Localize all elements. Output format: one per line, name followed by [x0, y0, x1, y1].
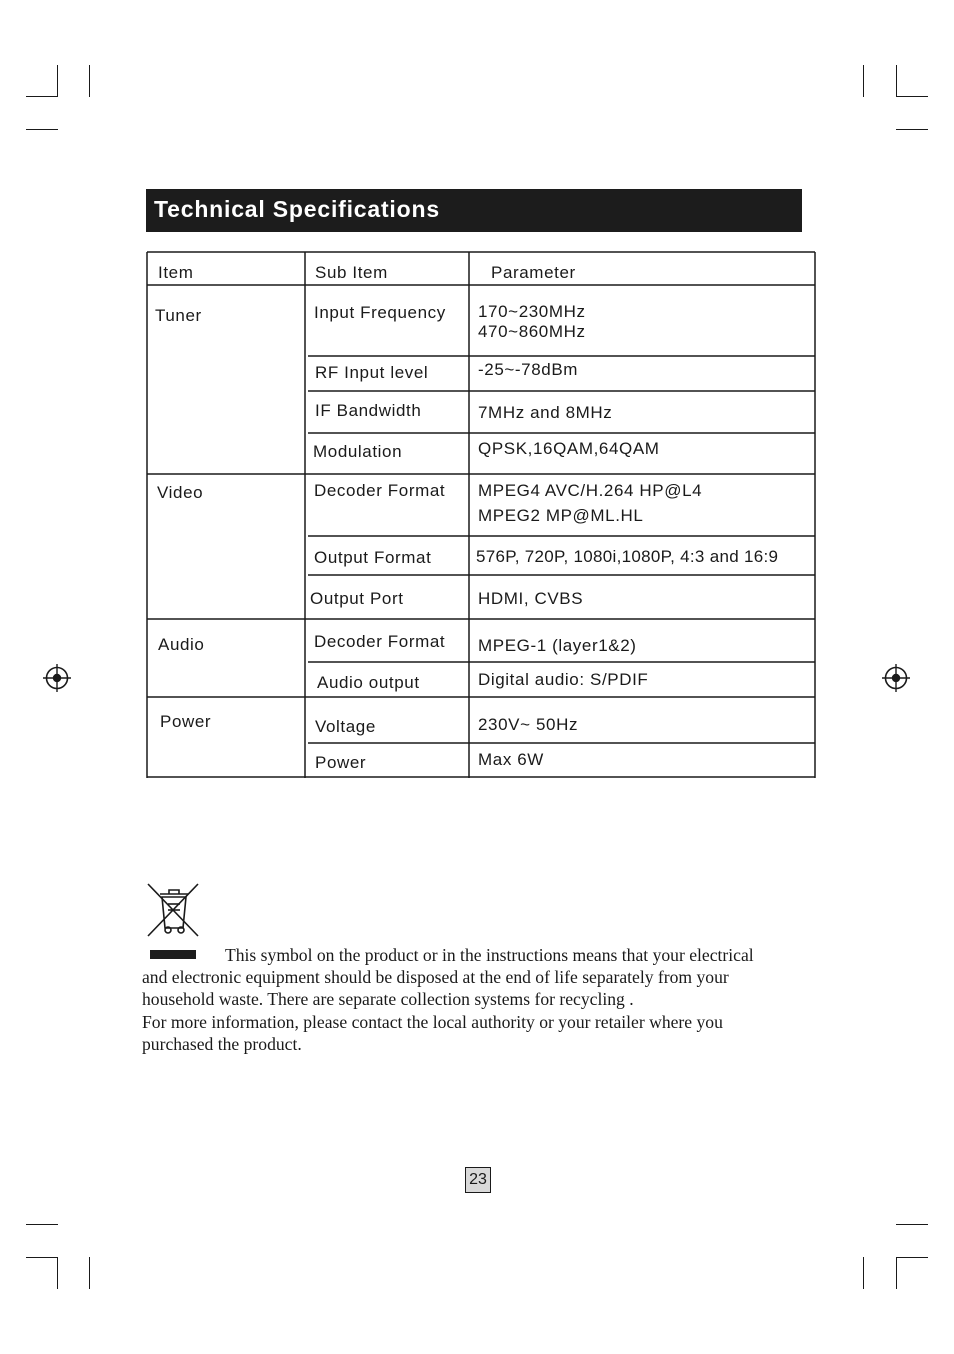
- page-number: 23: [465, 1167, 491, 1193]
- sub-item-power: Power: [315, 753, 367, 772]
- sub-item-output-port: Output Port: [310, 589, 404, 608]
- page-title: Technical Specifications: [154, 196, 440, 222]
- param-voltage: 230V~ 50Hz: [478, 715, 579, 734]
- sub-item-voltage: Voltage: [315, 717, 376, 736]
- sub-item-input-frequency: Input Frequency: [314, 303, 446, 322]
- item-tuner: Tuner: [155, 306, 202, 325]
- sub-item-modulation: Modulation: [313, 442, 403, 461]
- sub-item-rf-input-level: RF Input level: [315, 363, 429, 382]
- param-video-decoder-format-2: MPEG2 MP@ML.HL: [478, 506, 644, 525]
- param-input-frequency-1: 170~230MHz: [478, 302, 586, 321]
- notice-line: For more information, please contact the local authority or your retailer where you: [142, 1011, 723, 1032]
- header-parameter: Parameter: [491, 263, 576, 282]
- param-output-format: 576P, 720P, 1080i,1080P, 4:3 and 16:9: [476, 547, 779, 566]
- sub-item-output-format: Output Format: [314, 548, 432, 567]
- item-audio: Audio: [158, 635, 205, 654]
- notice-line: purchased the product.: [142, 1033, 302, 1054]
- param-audio-decoder-format: MPEG-1 (layer1&2): [478, 636, 637, 655]
- notice-line: and electronic equipment should be disposed at the end of life separately from your: [142, 967, 729, 988]
- param-audio-output: Digital audio: S/PDIF: [478, 670, 649, 689]
- param-input-frequency-2: 470~860MHz: [478, 322, 586, 341]
- param-power: Max 6W: [478, 750, 544, 769]
- item-power: Power: [160, 712, 212, 731]
- param-video-decoder-format-1: MPEG4 AVC/H.264 HP@L4: [478, 481, 703, 500]
- notice-line: household waste. There are separate collection systems for recycling .: [142, 989, 634, 1010]
- notice-line: This symbol on the product or in the instructions means that your electrical: [225, 945, 754, 965]
- sub-item-video-decoder-format: Decoder Format: [314, 481, 446, 500]
- disposal-notice: [142, 944, 822, 1055]
- header-item: Item: [158, 263, 194, 282]
- sub-item-audio-decoder-format: Decoder Format: [314, 632, 446, 651]
- param-modulation: QPSK,16QAM,64QAM: [478, 439, 660, 458]
- header-sub-item: Sub Item: [315, 263, 388, 282]
- sub-item-if-bandwidth: IF Bandwidth: [315, 401, 422, 420]
- item-video: Video: [157, 483, 204, 502]
- param-if-bandwidth: 7MHz and 8MHz: [478, 403, 613, 422]
- sub-item-audio-output: Audio output: [317, 673, 420, 692]
- param-rf-input-level: -25~-78dBm: [478, 360, 579, 379]
- param-output-port: HDMI, CVBS: [478, 589, 584, 608]
